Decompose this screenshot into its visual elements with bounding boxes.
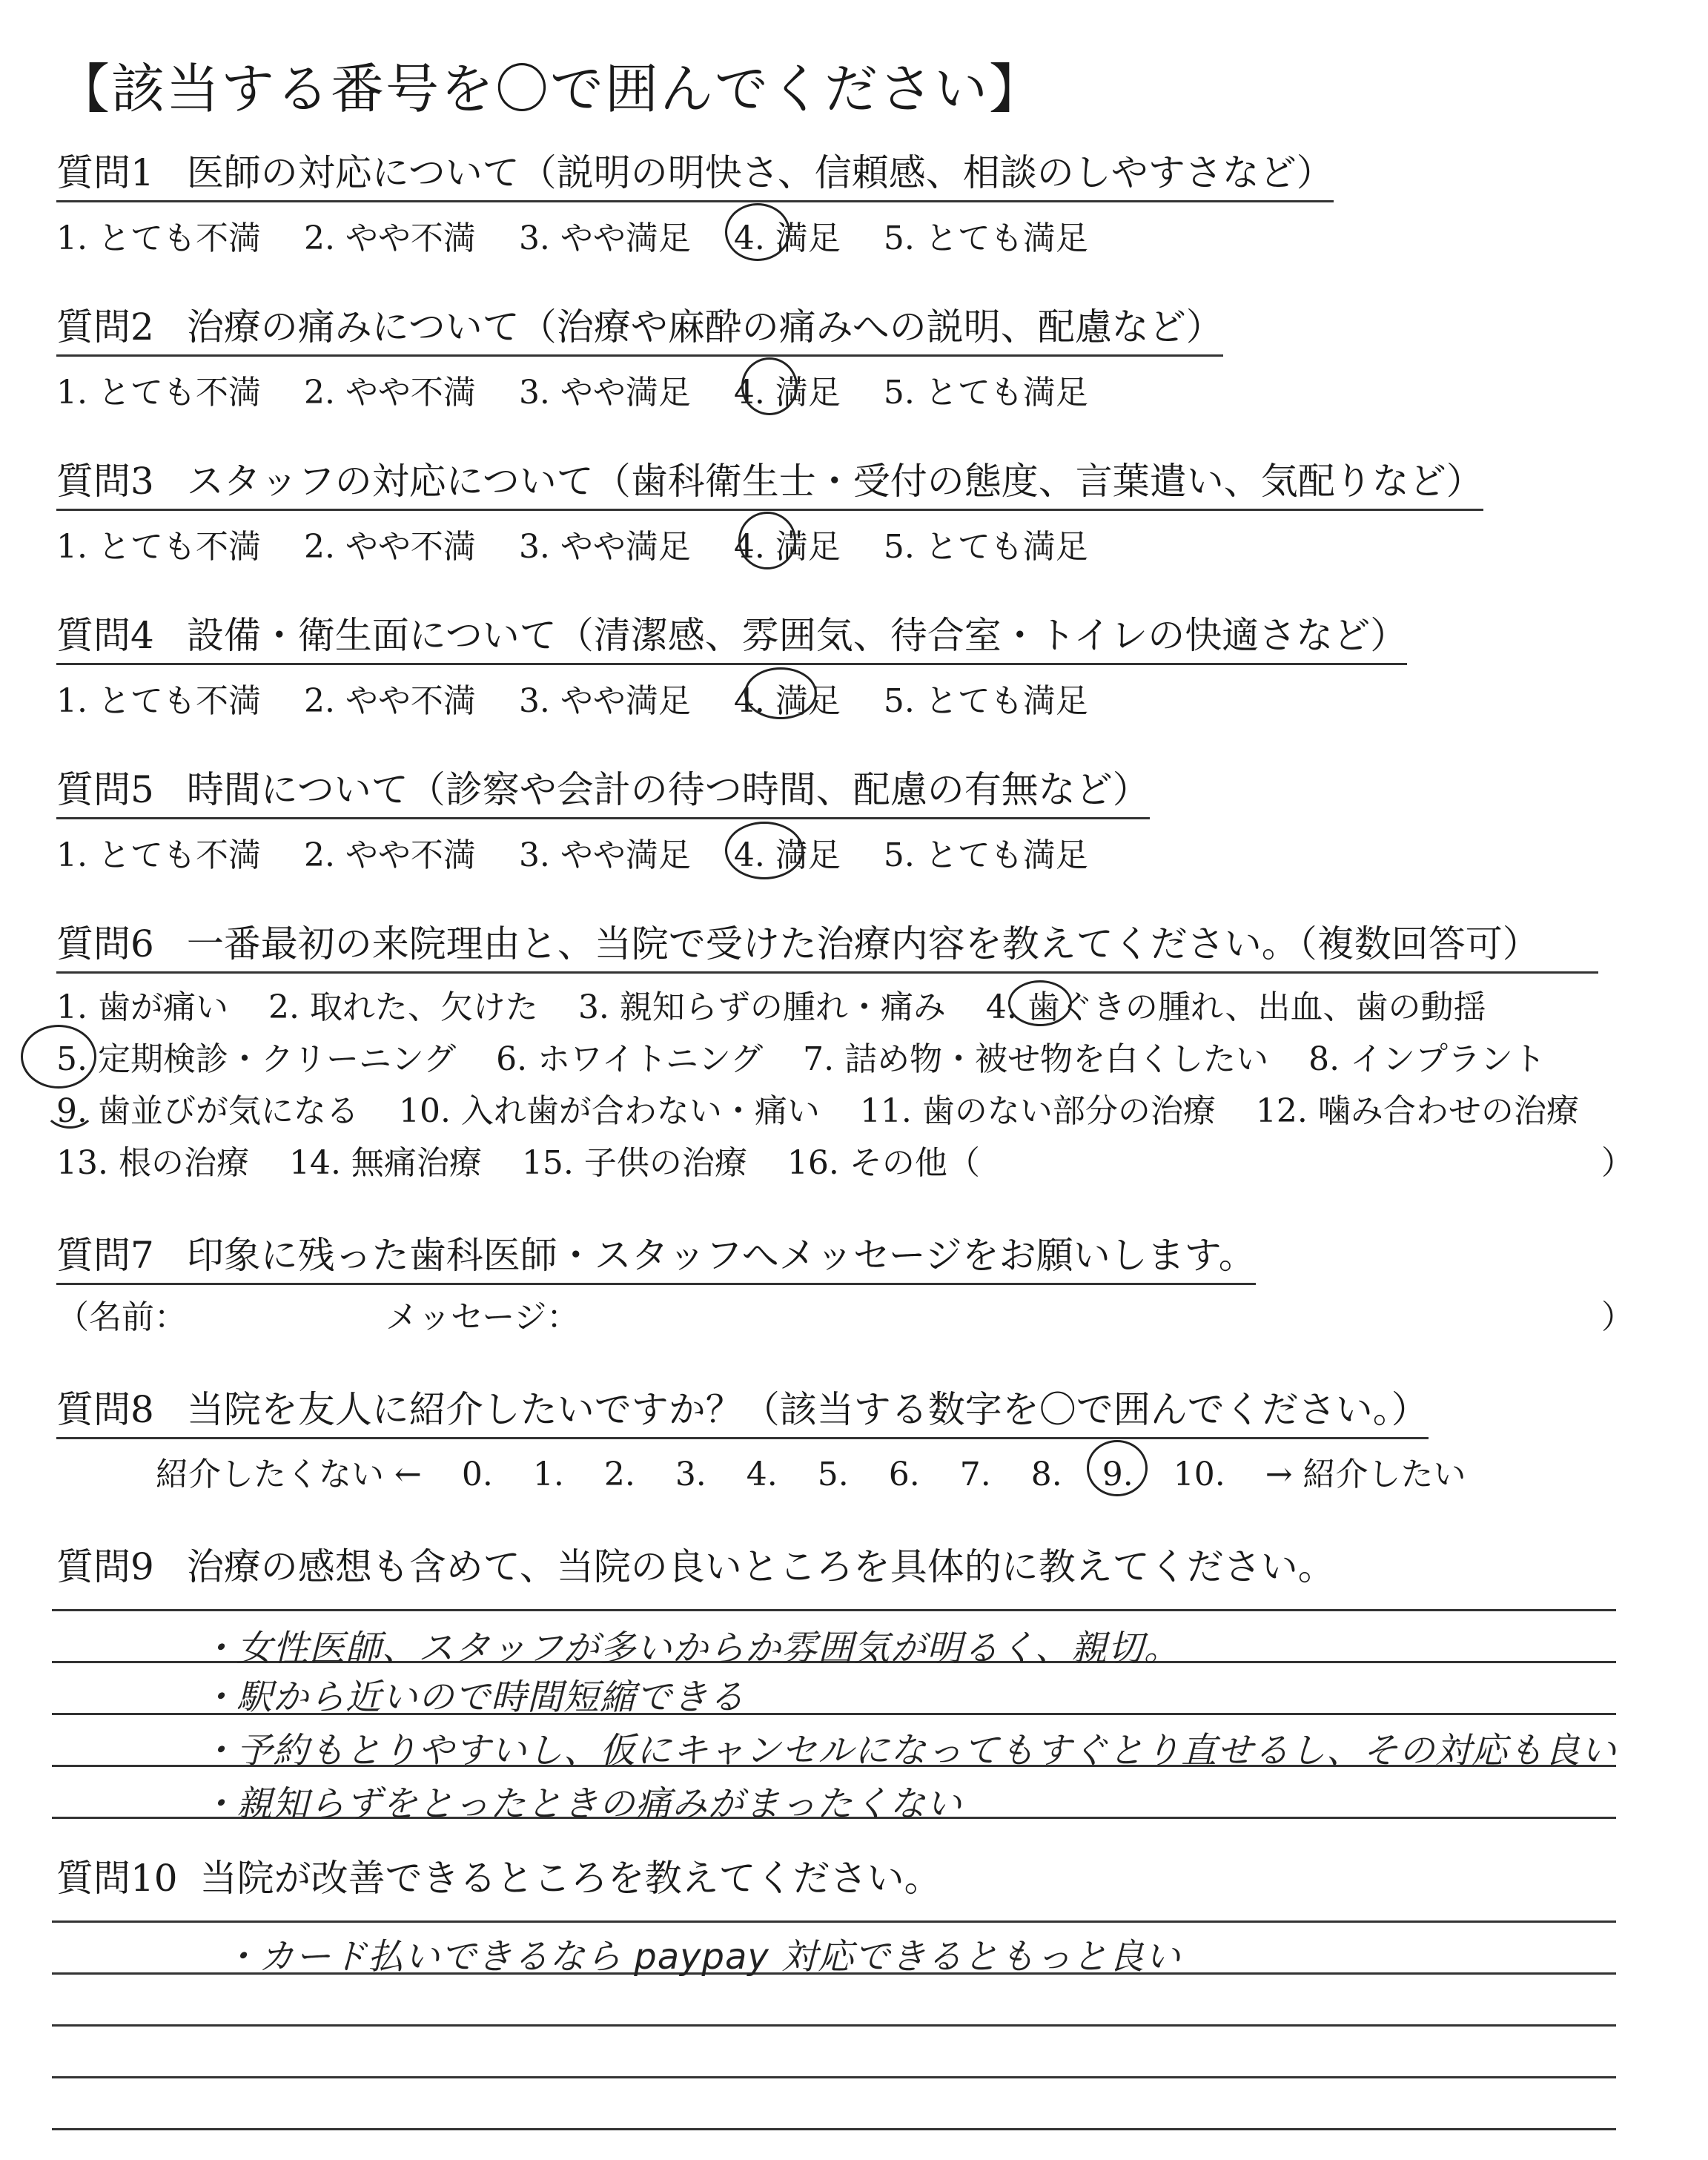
q8-scale-7[interactable]: 7. — [959, 1456, 991, 1493]
q6-other-close-paren: ） — [1601, 1144, 1634, 1182]
question-9 — [56, 1542, 1335, 1591]
q8-scale-2[interactable]: 2. — [603, 1456, 635, 1493]
q6-option-6[interactable]: 6. ホワイトニング — [496, 1040, 764, 1078]
q7-message-label: メッセージ： — [385, 1298, 580, 1336]
q6-option-12[interactable]: 12. 噛み合わせの治療 — [1255, 1092, 1579, 1130]
q5-option-1[interactable]: 1. とても不満 — [56, 836, 261, 874]
question-7-text: 印象に残った歯科医師・スタッフへメッセージをお願いします。 — [186, 1234, 1256, 1277]
q10-rule-line — [52, 2024, 1616, 2027]
q2-option-3[interactable]: 3. やや満足 — [518, 374, 691, 412]
q8-left-label: 紹介したくない ← — [156, 1456, 422, 1493]
q8-scale-6[interactable]: 6. — [888, 1456, 920, 1493]
q8-scale-9[interactable]: 9. — [1102, 1456, 1133, 1493]
q8-scale-5[interactable]: 5. — [817, 1456, 849, 1493]
question-4-options — [56, 674, 1121, 721]
question-8-heading — [56, 1385, 1429, 1439]
q4-option-1[interactable]: 1. とても不満 — [56, 682, 261, 720]
q8-scale-1[interactable]: 1. — [532, 1456, 564, 1493]
q8-scale-10[interactable]: 10. — [1173, 1456, 1225, 1493]
q3-option-1[interactable]: 1. とても不満 — [56, 528, 261, 566]
q6-option-9[interactable]: 9. 歯並びが気になる — [56, 1092, 359, 1130]
q1-option-1[interactable]: 1. とても不満 — [56, 219, 261, 257]
question-5-number: 質問5 — [56, 768, 154, 811]
q1-option-3[interactable]: 3. やや満足 — [518, 219, 691, 257]
question-4 — [56, 611, 1407, 665]
question-2-number: 質問2 — [56, 305, 154, 349]
question-5-options — [56, 828, 1121, 876]
q6-option-16[interactable]: 16. その他（ — [787, 1144, 980, 1182]
q6-option-5[interactable]: 5. 定期検診・クリーニング — [56, 1040, 457, 1078]
question-3-heading — [56, 457, 1483, 511]
q8-scale-4[interactable]: 4. — [746, 1456, 778, 1493]
question-2-heading — [56, 303, 1223, 357]
question-8-number: 質問8 — [56, 1388, 154, 1431]
q4-option-3[interactable]: 3. やや満足 — [518, 682, 691, 720]
question-9-text: 治療の感想も含めて、当院の良いところを具体的に教えてください。 — [186, 1545, 1335, 1588]
question-8-text: 当院を友人に紹介したいですか？（該当する数字を〇で囲んでください。） — [186, 1388, 1429, 1431]
question-10-text: 当院が改善できるところを教えてください。 — [199, 1857, 941, 1900]
question-6-text: 一番最初の来院理由と、当院で受けた治療内容を教えてください。（複数回答可） — [186, 922, 1540, 965]
q6-option-3[interactable]: 3. 親知らずの腫れ・痛み — [577, 988, 946, 1026]
q2-option-4[interactable]: 4. 満足 — [733, 374, 841, 412]
q6-option-1[interactable]: 1. 歯が痛い — [56, 988, 228, 1026]
q6-option-4[interactable]: 4. 歯ぐきの腫れ、出血、歯の動揺 — [985, 988, 1486, 1026]
question-3-text: スタッフの対応について（歯科衛生士・受付の態度、言葉遣い、気配りなど） — [186, 460, 1483, 503]
question-10 — [56, 1854, 941, 1903]
q6-option-8[interactable]: 8. インプラント — [1308, 1040, 1546, 1078]
q2-selected-circle — [741, 357, 798, 415]
question-6 — [56, 919, 1598, 974]
q1-option-2[interactable]: 2. やや不満 — [303, 219, 476, 257]
q8-scale-3[interactable]: 3. — [675, 1456, 706, 1493]
q7-name-label: （名前： — [56, 1298, 187, 1336]
question-6-heading — [56, 919, 1598, 974]
question-4-heading — [56, 611, 1407, 665]
q6-row-1 — [56, 980, 1516, 1028]
question-3-number: 質問3 — [56, 460, 154, 503]
q3-option-5[interactable]: 5. とても満足 — [883, 528, 1088, 566]
question-10-number: 質問10 — [56, 1857, 178, 1900]
q6-option-14[interactable]: 14. 無痛治療 — [288, 1144, 482, 1182]
question-5-text: 時間について（診察や会計の待つ時間、配慮の有無など） — [186, 768, 1150, 811]
q2-option-2[interactable]: 2. やや不満 — [303, 374, 476, 412]
q6-selected-circle-4 — [1008, 980, 1072, 1026]
q9-answer-3: ・予約もとりやすいし、仮にキャンセルになってもすぐとり直せるし、その対応も良い — [200, 1730, 1618, 1771]
question-7 — [56, 1231, 1256, 1285]
question-2 — [56, 303, 1223, 357]
q8-right-label: → 紹介したい — [1265, 1456, 1466, 1493]
question-4-text: 設備・衛生面について（清潔感、雰囲気、待合室・トイレの快適さなど） — [186, 614, 1408, 657]
q6-option-13[interactable]: 13. 根の治療 — [56, 1144, 249, 1182]
question-6-number: 質問6 — [56, 922, 154, 965]
q3-selected-circle — [738, 512, 796, 569]
q10-rule-line — [52, 1920, 1616, 1923]
q6-row-4 — [56, 1136, 1010, 1183]
question-9-number: 質問9 — [56, 1545, 154, 1588]
q10-rule-line — [52, 2128, 1616, 2130]
q8-scale-0[interactable]: 0. — [461, 1456, 493, 1493]
question-2-text: 治療の痛みについて（治療や麻酔の痛みへの説明、配慮など） — [186, 305, 1223, 349]
q6-option-15[interactable]: 15. 子供の治療 — [521, 1144, 747, 1182]
q9-answer-2: ・駅から近いので時間短縮できる — [200, 1677, 746, 1718]
q5-selected-circle — [725, 822, 804, 879]
form-title: 【該当する番号を〇で囲んでください】 — [56, 58, 1045, 120]
q2-option-5[interactable]: 5. とても満足 — [883, 374, 1088, 412]
question-7-heading — [56, 1231, 1256, 1285]
q9-rule-line — [52, 1609, 1616, 1611]
question-9-heading — [56, 1542, 1335, 1591]
q6-option-11[interactable]: 11. 歯のない部分の治療 — [859, 1092, 1216, 1130]
q6-row-2 — [56, 1032, 1575, 1080]
q8-selected-circle — [1087, 1440, 1148, 1496]
q4-option-5[interactable]: 5. とても満足 — [883, 682, 1088, 720]
question-5-heading — [56, 765, 1150, 819]
q2-option-1[interactable]: 1. とても不満 — [56, 374, 261, 412]
q9-answer-4: ・親知らずをとったときの痛みがまったくない — [200, 1783, 963, 1825]
q4-option-4[interactable]: 4. 満足 — [733, 682, 841, 720]
q6-selected-circle-5 — [21, 1025, 96, 1089]
question-7-number: 質問7 — [56, 1234, 154, 1277]
q3-option-2[interactable]: 2. やや不満 — [303, 528, 476, 566]
q1-selected-circle — [725, 203, 790, 261]
q6-row-3 — [56, 1084, 1609, 1132]
question-5 — [56, 765, 1150, 819]
question-1 — [56, 148, 1334, 202]
question-1-heading — [56, 148, 1334, 202]
question-10-heading — [56, 1854, 941, 1903]
question-8 — [56, 1385, 1429, 1439]
q6-selected-circle-9 — [43, 1083, 96, 1129]
q4-option-2[interactable]: 2. やや不満 — [303, 682, 476, 720]
q3-option-4[interactable]: 4. 満足 — [733, 528, 841, 566]
q5-option-2[interactable]: 2. やや不満 — [303, 836, 476, 874]
q9-answer-1: ・女性医師、スタッフが多いからか雰囲気が明るく、親切。 — [200, 1628, 1181, 1669]
q6-option-2[interactable]: 2. 取れた、欠けた — [268, 988, 538, 1026]
q10-rule-line — [52, 2076, 1616, 2078]
question-1-text: 医師の対応について（説明の明快さ、信頼感、相談のしやすさなど） — [186, 151, 1334, 194]
question-1-number: 質問1 — [56, 151, 154, 194]
question-1-options — [56, 211, 1121, 259]
q8-scale-row — [156, 1447, 1496, 1495]
q8-scale-8[interactable]: 8. — [1030, 1456, 1062, 1493]
question-4-number: 質問4 — [56, 614, 154, 657]
q7-close-paren: ） — [1601, 1298, 1634, 1336]
q3-option-3[interactable]: 3. やや満足 — [518, 528, 691, 566]
q4-selected-circle — [744, 667, 817, 719]
q1-option-5[interactable]: 5. とても満足 — [883, 219, 1088, 257]
q6-option-7[interactable]: 7. 詰め物・被せ物を白くしたい — [803, 1040, 1269, 1078]
question-3 — [56, 457, 1483, 511]
q5-option-4[interactable]: 4. 満足 — [733, 836, 841, 874]
q5-option-3[interactable]: 3. やや満足 — [518, 836, 691, 874]
q1-option-4[interactable]: 4. 満足 — [733, 219, 841, 257]
question-3-options — [56, 520, 1121, 567]
question-2-options — [56, 366, 1121, 413]
q10-answer-1: ・カード払いできるなら paypay 対応できるともっと良い — [222, 1936, 1182, 1978]
q6-option-10[interactable]: 10. 入れ歯が合わない・痛い — [398, 1092, 820, 1130]
q5-option-5[interactable]: 5. とても満足 — [883, 836, 1088, 874]
